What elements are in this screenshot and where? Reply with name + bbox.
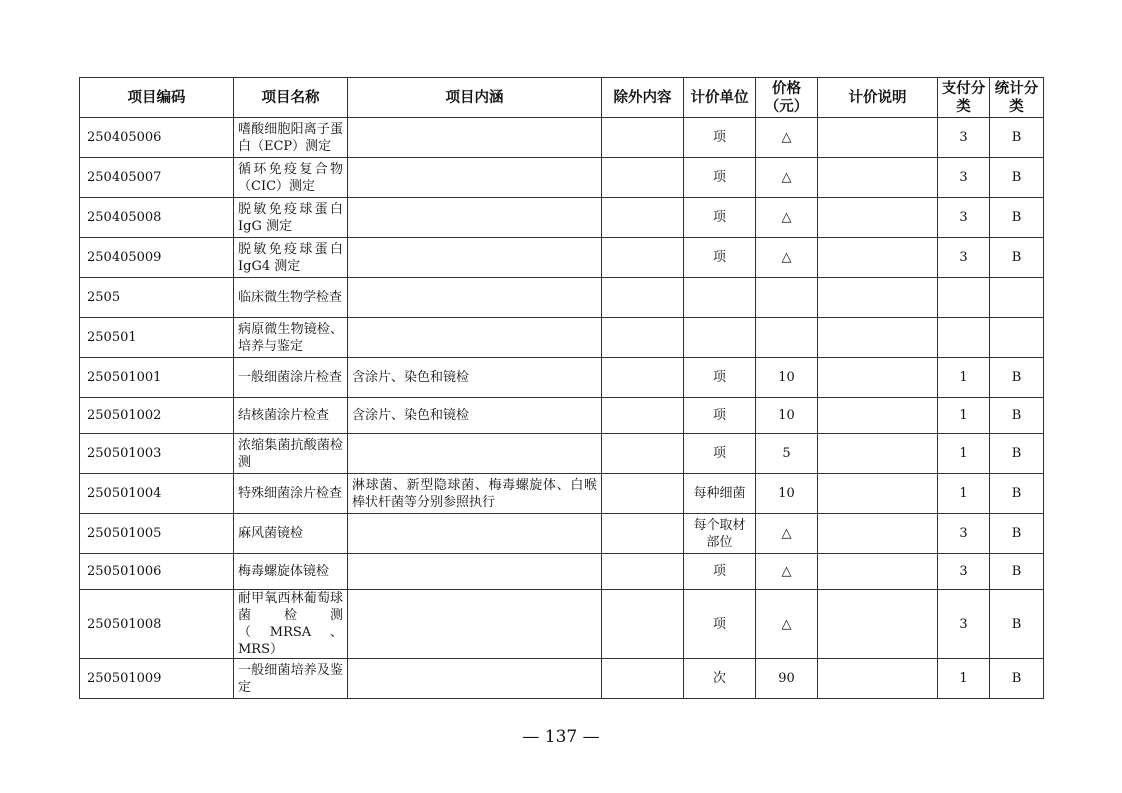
cell-content (348, 158, 602, 198)
cell-stat-class: B (990, 590, 1044, 659)
cell-name: 嗜酸细胞阳离子蛋白（ECP）测定 (234, 118, 348, 158)
cell-code: 250405008 (80, 198, 234, 238)
cell-code: 250501003 (80, 434, 234, 474)
table-row (80, 358, 1044, 398)
header-code: 项目编码 (80, 78, 234, 118)
cell-note (818, 158, 938, 198)
cell-excluded (602, 278, 684, 318)
cell-content (348, 238, 602, 278)
cell-excluded (602, 238, 684, 278)
cell-unit: 项 (684, 158, 756, 198)
cell-note (818, 554, 938, 590)
cell-excluded (602, 198, 684, 238)
cell-code: 250501002 (80, 398, 234, 434)
cell-note (818, 118, 938, 158)
cell-content (348, 318, 602, 358)
cell-code: 250405009 (80, 238, 234, 278)
cell-pay-class: 1 (938, 434, 990, 474)
table-body (80, 118, 1044, 699)
cell-stat-class (990, 278, 1044, 318)
cell-name: 一般细菌培养及鉴定 (234, 659, 348, 699)
cell-excluded (602, 474, 684, 514)
cell-name: 脱敏免疫球蛋白IgG 测定 (234, 198, 348, 238)
cell-unit: 项 (684, 198, 756, 238)
cell-content (348, 659, 602, 699)
cell-name: 脱敏免疫球蛋白IgG4 测定 (234, 238, 348, 278)
cell-pay-class: 3 (938, 238, 990, 278)
cell-pay-class: 1 (938, 358, 990, 398)
cell-content (348, 514, 602, 554)
cell-content (348, 434, 602, 474)
header-pay-class: 支付分类 (938, 78, 990, 118)
cell-unit: 项 (684, 590, 756, 659)
cell-price: △ (756, 590, 818, 659)
table-row (80, 318, 1044, 358)
cell-note (818, 278, 938, 318)
cell-note (818, 514, 938, 554)
cell-name: 梅毒螺旋体镜检 (234, 554, 348, 590)
cell-stat-class: B (990, 118, 1044, 158)
cell-stat-class (990, 318, 1044, 358)
cell-price: △ (756, 238, 818, 278)
cell-stat-class: B (990, 514, 1044, 554)
cell-code: 250405007 (80, 158, 234, 198)
cell-price: 10 (756, 474, 818, 514)
cell-excluded (602, 554, 684, 590)
cell-excluded (602, 398, 684, 434)
cell-pay-class: 3 (938, 554, 990, 590)
cell-price: △ (756, 158, 818, 198)
cell-unit: 每个取材部位 (684, 514, 756, 554)
cell-note (818, 398, 938, 434)
header-note: 计价说明 (818, 78, 938, 118)
cell-note (818, 590, 938, 659)
cell-unit: 每种细菌 (684, 474, 756, 514)
cell-content (348, 198, 602, 238)
cell-unit: 项 (684, 398, 756, 434)
cell-content (348, 554, 602, 590)
table-row (80, 434, 1044, 474)
cell-unit: 项 (684, 554, 756, 590)
cell-note (818, 358, 938, 398)
cell-name: 结核菌涂片检查 (234, 398, 348, 434)
header-unit: 计价单位 (684, 78, 756, 118)
cell-pay-class: 3 (938, 590, 990, 659)
cell-price: 5 (756, 434, 818, 474)
table-row (80, 514, 1044, 554)
cell-code: 250501009 (80, 659, 234, 699)
cell-pay-class: 1 (938, 659, 990, 699)
page-number: — 137 — (522, 727, 600, 747)
price-table (79, 77, 1044, 699)
cell-content: 含涂片、染色和镜检 (348, 358, 602, 398)
cell-name: 一般细菌涂片检查 (234, 358, 348, 398)
cell-stat-class: B (990, 358, 1044, 398)
cell-note (818, 434, 938, 474)
table-row (80, 198, 1044, 238)
cell-content: 淋球菌、新型隐球菌、梅毒螺旋体、白喉棒状杆菌等分别参照执行 (348, 474, 602, 514)
cell-unit: 项 (684, 238, 756, 278)
cell-stat-class: B (990, 158, 1044, 198)
cell-note (818, 198, 938, 238)
table-header-row (80, 78, 1044, 118)
cell-price: △ (756, 198, 818, 238)
cell-code: 250501 (80, 318, 234, 358)
header-price: 价格（元） (756, 78, 818, 118)
cell-pay-class: 1 (938, 474, 990, 514)
table-row (80, 398, 1044, 434)
cell-code: 2505 (80, 278, 234, 318)
cell-note (818, 318, 938, 358)
table-row (80, 474, 1044, 514)
cell-code: 250501004 (80, 474, 234, 514)
table-row (80, 158, 1044, 198)
cell-price: 10 (756, 398, 818, 434)
cell-pay-class: 3 (938, 118, 990, 158)
cell-note (818, 659, 938, 699)
cell-price (756, 318, 818, 358)
cell-stat-class: B (990, 238, 1044, 278)
cell-content (348, 118, 602, 158)
cell-excluded (602, 118, 684, 158)
cell-stat-class: B (990, 659, 1044, 699)
cell-name: 麻风菌镜检 (234, 514, 348, 554)
table-row (80, 590, 1044, 659)
cell-code: 250501006 (80, 554, 234, 590)
table-row (80, 278, 1044, 318)
cell-pay-class (938, 318, 990, 358)
cell-pay-class: 3 (938, 198, 990, 238)
cell-price: △ (756, 514, 818, 554)
cell-pay-class: 1 (938, 398, 990, 434)
cell-stat-class: B (990, 554, 1044, 590)
cell-stat-class: B (990, 398, 1044, 434)
cell-price: 10 (756, 358, 818, 398)
cell-stat-class: B (990, 198, 1044, 238)
cell-price: 90 (756, 659, 818, 699)
cell-content: 含涂片、染色和镜检 (348, 398, 602, 434)
cell-content (348, 278, 602, 318)
table-row (80, 554, 1044, 590)
table-row (80, 238, 1044, 278)
cell-pay-class: 3 (938, 514, 990, 554)
cell-unit (684, 318, 756, 358)
table-row (80, 118, 1044, 158)
cell-code: 250405006 (80, 118, 234, 158)
cell-unit: 项 (684, 118, 756, 158)
header-excluded: 除外内容 (602, 78, 684, 118)
cell-price: △ (756, 554, 818, 590)
cell-pay-class (938, 278, 990, 318)
header-name: 项目名称 (234, 78, 348, 118)
cell-excluded (602, 318, 684, 358)
cell-excluded (602, 514, 684, 554)
cell-name: 耐甲氧西林葡萄球菌检测（MRSA、MRS） (234, 590, 348, 659)
cell-note (818, 238, 938, 278)
cell-unit (684, 278, 756, 318)
cell-stat-class: B (990, 474, 1044, 514)
cell-name: 临床微生物学检查 (234, 278, 348, 318)
cell-name: 循环免疫复合物（CIC）测定 (234, 158, 348, 198)
cell-note (818, 474, 938, 514)
cell-unit: 次 (684, 659, 756, 699)
cell-unit: 项 (684, 358, 756, 398)
cell-excluded (602, 158, 684, 198)
cell-name: 特殊细菌涂片检查 (234, 474, 348, 514)
cell-stat-class: B (990, 434, 1044, 474)
header-content: 项目内涵 (348, 78, 602, 118)
cell-content (348, 590, 602, 659)
cell-pay-class: 3 (938, 158, 990, 198)
cell-code: 250501001 (80, 358, 234, 398)
cell-name: 病原微生物镜检、培养与鉴定 (234, 318, 348, 358)
cell-price (756, 278, 818, 318)
cell-excluded (602, 358, 684, 398)
table-row (80, 659, 1044, 699)
header-stat-class: 统计分类 (990, 78, 1044, 118)
cell-code: 250501005 (80, 514, 234, 554)
cell-price: △ (756, 118, 818, 158)
cell-excluded (602, 659, 684, 699)
cell-excluded (602, 434, 684, 474)
cell-excluded (602, 590, 684, 659)
cell-name: 浓缩集菌抗酸菌检测 (234, 434, 348, 474)
cell-unit: 项 (684, 434, 756, 474)
cell-code: 250501008 (80, 590, 234, 659)
